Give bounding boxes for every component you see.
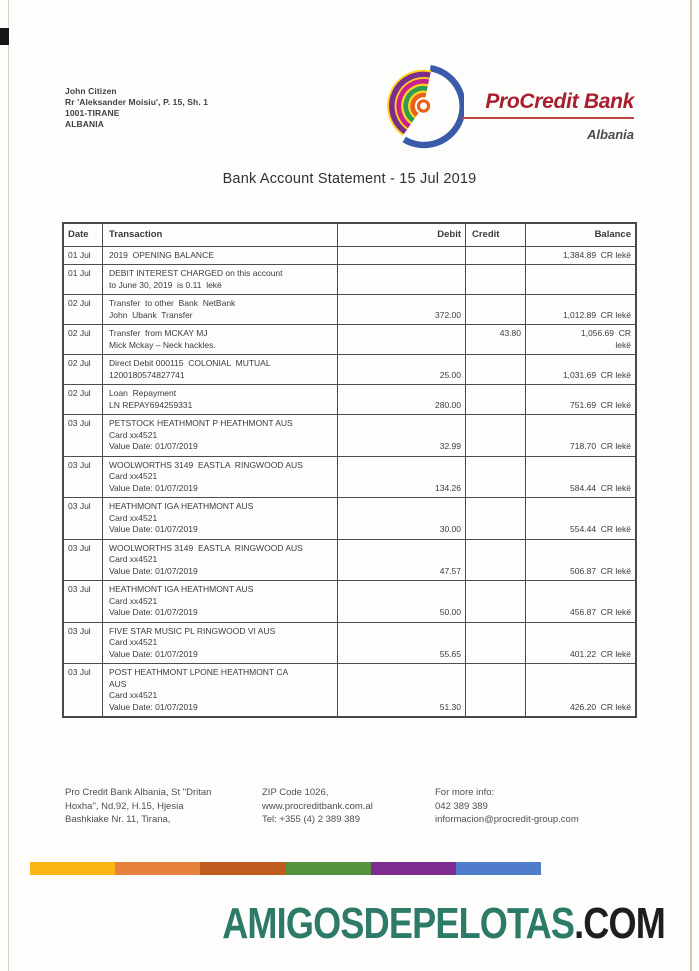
cell-line: 1,056.69 CR <box>580 328 631 338</box>
table-cell-date <box>64 385 102 414</box>
footer-address-line: Hoxha", Nd.92, H.15, Hjesia <box>65 800 184 812</box>
page-right-edge <box>690 0 692 971</box>
table-cell-transaction <box>102 540 337 581</box>
cell-line: 02 Jul <box>68 328 91 338</box>
footer-email: informacion@procredit-group.com <box>435 814 579 825</box>
page-left-edge <box>8 0 9 971</box>
table-cell-debit <box>337 415 465 456</box>
watermark-tld: .COM <box>574 899 665 948</box>
color-bar-segment <box>200 862 285 875</box>
footer-contact <box>262 786 427 827</box>
table-row <box>64 580 635 622</box>
cell-line: 03 Jul <box>68 584 91 594</box>
cell-line: 50.00 <box>439 607 461 617</box>
table-cell-date <box>64 664 102 716</box>
table-cell-balance <box>525 325 635 354</box>
table-cell-transaction <box>102 325 337 354</box>
statement-title: Bank Account Statement - 15 Jul 2019 <box>222 171 477 187</box>
cell-line: 02 Jul <box>68 388 91 398</box>
table-cell-transaction <box>102 498 337 539</box>
table-row <box>64 497 635 539</box>
cell-line: 506.87 CR lekë <box>570 565 631 576</box>
table-cell-debit <box>337 295 465 324</box>
recipient-address <box>65 86 208 130</box>
table-cell-date <box>64 415 102 456</box>
cell-line: 372.00 <box>435 309 461 320</box>
cell-line: Card xx4521 <box>109 429 158 440</box>
table-row <box>64 456 635 498</box>
table-cell-transaction <box>102 664 337 716</box>
cell-line: 401.22 CR lekë <box>570 648 631 659</box>
table-cell-credit <box>465 325 525 354</box>
header-transaction: Transaction <box>102 224 337 246</box>
cell-line: 55.65 <box>439 648 461 659</box>
recipient-country: ALBANIA <box>65 119 104 129</box>
cell-line: 134.26 <box>435 482 461 493</box>
cell-line: 47.57 <box>439 565 461 576</box>
cell-line: Card xx4521 <box>109 637 158 647</box>
cell-line: Card xx4521 <box>109 554 158 564</box>
cell-line: POST HEATHMONT LPONE HEATHMONT CA <box>109 667 289 677</box>
table-cell-credit <box>465 295 525 324</box>
footer-address-line: Bashkiake Nr. 11, Tirana, <box>65 814 171 825</box>
scan-notch <box>0 28 9 45</box>
watermark <box>222 899 665 949</box>
bank-logo <box>372 56 636 158</box>
cell-line: 01 Jul <box>68 249 91 260</box>
recipient-city: 1001-TIRANE <box>65 108 120 118</box>
table-cell-date <box>64 623 102 664</box>
cell-line: Value Date: 01/07/2019 <box>109 701 198 712</box>
table-cell-balance <box>525 295 635 324</box>
cell-line: Value Date: 01/07/2019 <box>109 524 198 534</box>
cell-line: 2019 OPENING BALANCE <box>109 249 214 260</box>
table-cell-credit <box>465 355 525 384</box>
table-cell-transaction <box>102 295 337 324</box>
table-cell-balance <box>525 664 635 716</box>
table-row <box>64 622 635 664</box>
table-cell-balance <box>525 385 635 414</box>
table-cell-transaction <box>102 265 337 294</box>
table-cell-balance <box>525 247 635 265</box>
header-balance: Balance <box>525 224 635 246</box>
footer-info-label: For more info: <box>435 787 495 798</box>
cell-line: Direct Debit 000115 COLONIAL MUTUAL <box>109 358 271 368</box>
table-cell-date <box>64 540 102 581</box>
cell-line: 584.44 CR lekë <box>570 482 631 493</box>
cell-line: 554.44 CR lekë <box>570 524 631 534</box>
footer-info-phone: 042 389 389 <box>435 800 488 812</box>
cell-line: 03 Jul <box>68 459 91 470</box>
table-cell-debit <box>337 355 465 384</box>
cell-line: 1,384.89 CR lekë <box>562 249 631 260</box>
header-date: Date <box>68 229 89 240</box>
table-row <box>64 663 635 716</box>
table-cell-date <box>64 265 102 294</box>
brand-underline <box>462 117 634 119</box>
cell-line: to June 30, 2019 is 0.11 lekë <box>109 279 222 290</box>
cell-line: Card xx4521 <box>109 471 158 481</box>
table-cell-transaction <box>102 623 337 664</box>
cell-line: PETSTOCK HEATHMONT P HEATHMONT AUS <box>109 418 293 428</box>
table-cell-debit <box>337 623 465 664</box>
footer-phone: Tel: +355 (4) 2 389 389 <box>262 814 360 825</box>
cell-line: 03 Jul <box>68 418 91 428</box>
color-bar-segment <box>371 862 456 875</box>
cell-line: 751.69 CR lekë <box>570 399 631 410</box>
color-bar-segment <box>115 862 200 875</box>
cell-line: 456.87 CR lekë <box>570 607 631 617</box>
table-row <box>64 354 635 384</box>
table-cell-credit <box>465 415 525 456</box>
color-bar-segment <box>30 862 115 875</box>
cell-line: 02 Jul <box>68 358 91 368</box>
table-cell-debit <box>337 457 465 498</box>
cell-line: Value Date: 01/07/2019 <box>109 565 198 576</box>
header-debit: Debit <box>337 224 465 246</box>
cell-line: Transfer to other Bank NetBank <box>109 298 236 308</box>
table-cell-credit <box>465 664 525 716</box>
table-cell-credit <box>465 498 525 539</box>
table-cell-balance <box>525 540 635 581</box>
table-cell-date <box>64 247 102 265</box>
cell-line: 01 Jul <box>68 268 91 278</box>
cell-line: 51.30 <box>439 701 461 712</box>
brand-name: ProCredit Bank <box>485 90 634 113</box>
cell-line: Value Date: 01/07/2019 <box>109 607 198 617</box>
table-cell-transaction <box>102 457 337 498</box>
cell-line: HEATHMONT IGA HEATHMONT AUS <box>109 501 254 511</box>
table-cell-credit <box>465 623 525 664</box>
cell-line: Card xx4521 <box>109 690 158 700</box>
table-row <box>64 414 635 456</box>
cell-line: John Ubank Transfer <box>109 309 193 320</box>
table-cell-balance <box>525 498 635 539</box>
table-cell-debit <box>337 664 465 716</box>
cell-line: WOOLWORTHS 3149 EASTLA RINGWOOD AUS <box>109 542 303 553</box>
footer-zip: ZIP Code 1026, <box>262 787 329 798</box>
cell-line: LN REPAY694259331 <box>109 399 193 410</box>
table-row <box>64 539 635 581</box>
watermark-name: AMIGOSDEPELOTAS <box>222 899 575 948</box>
table-cell-balance <box>525 623 635 664</box>
footer-website: www.procreditbank.com.al <box>262 800 373 812</box>
brand-region: Albania <box>587 127 634 142</box>
cell-line: 32.99 <box>439 441 461 451</box>
table-cell-credit <box>465 247 525 265</box>
table-body <box>64 247 635 717</box>
cell-line: Transfer from MCKAY MJ <box>109 328 208 338</box>
table-cell-balance <box>525 457 635 498</box>
recipient-street: Rr 'Aleksander Moisiu', P. 15, Sh. 1 <box>65 97 209 107</box>
cell-line: 02 Jul <box>68 298 91 308</box>
cell-line: 1200180574827741 <box>109 369 185 380</box>
cell-line: AUS <box>109 678 127 689</box>
table-cell-debit <box>337 247 465 265</box>
table-cell-date <box>64 355 102 384</box>
table-cell-balance <box>525 355 635 384</box>
table-cell-debit <box>337 498 465 539</box>
cell-line: 03 Jul <box>68 667 91 677</box>
table-cell-debit <box>337 540 465 581</box>
cell-line: 30.00 <box>439 524 461 534</box>
cell-line: Value Date: 01/07/2019 <box>109 441 198 451</box>
cell-line: Mick Mckay – Neck hackles. <box>109 339 216 350</box>
color-bar-segment <box>456 862 541 875</box>
table-cell-date <box>64 498 102 539</box>
cell-line: Value Date: 01/07/2019 <box>109 482 198 493</box>
table-cell-date <box>64 581 102 622</box>
cell-line: Card xx4521 <box>109 512 158 523</box>
cell-line: Value Date: 01/07/2019 <box>109 648 198 659</box>
cell-line: 426.20 CR lekë <box>570 701 631 712</box>
table-cell-date <box>64 325 102 354</box>
table-cell-transaction <box>102 247 337 265</box>
cell-line: 1,012.89 CR lekë <box>562 309 631 320</box>
table-cell-debit <box>337 265 465 294</box>
cell-line: 03 Jul <box>68 625 91 636</box>
table-cell-debit <box>337 325 465 354</box>
table-cell-date <box>64 295 102 324</box>
cell-line: 03 Jul <box>68 542 91 553</box>
table-header-row <box>64 224 635 247</box>
table-cell-credit <box>465 385 525 414</box>
cell-line: DEBIT INTEREST CHARGED on this account <box>109 268 283 278</box>
cell-line: WOOLWORTHS 3149 EASTLA RINGWOOD AUS <box>109 459 303 470</box>
cell-line: Loan Repayment <box>109 388 177 398</box>
table-row <box>64 247 635 265</box>
cell-line: 03 Jul <box>68 501 91 511</box>
footer-address-line: Pro Credit Bank Albania, St "Dritan <box>65 787 212 798</box>
table-cell-balance <box>525 415 635 456</box>
table-cell-credit <box>465 581 525 622</box>
table-cell-credit <box>465 265 525 294</box>
table-cell-credit <box>465 457 525 498</box>
table-cell-debit <box>337 385 465 414</box>
brand-color-bar <box>30 862 541 875</box>
cell-line: 280.00 <box>435 399 461 410</box>
recipient-name: John Citizen <box>65 86 117 96</box>
table-row <box>64 294 635 324</box>
cell-line: FIVE STAR MUSIC PL RINGWOOD VI AUS <box>109 625 276 636</box>
table-cell-date <box>64 457 102 498</box>
cell-line: Card xx4521 <box>109 595 158 606</box>
brand-text-block <box>462 90 634 142</box>
cell-line: lekë <box>615 339 631 350</box>
footer-more-info <box>435 786 665 827</box>
header-credit: Credit <box>465 224 525 246</box>
transactions-table <box>62 222 637 718</box>
table-cell-credit <box>465 540 525 581</box>
table-cell-transaction <box>102 355 337 384</box>
cell-line: HEATHMONT IGA HEATHMONT AUS <box>109 584 254 594</box>
cell-line: 25.00 <box>439 369 461 380</box>
table-cell-debit <box>337 581 465 622</box>
color-bar-segment <box>286 862 371 875</box>
table-row <box>64 264 635 294</box>
table-cell-transaction <box>102 581 337 622</box>
footer-address <box>65 786 255 827</box>
table-cell-balance <box>525 265 635 294</box>
cell-line: 1,031.69 CR lekë <box>562 369 631 380</box>
cell-line: 43.80 <box>499 328 521 338</box>
table-cell-balance <box>525 581 635 622</box>
cell-line: 718.70 CR lekë <box>570 441 631 451</box>
table-cell-transaction <box>102 415 337 456</box>
table-row <box>64 324 635 354</box>
table-row <box>64 384 635 414</box>
globe-icon <box>372 56 464 156</box>
table-cell-transaction <box>102 385 337 414</box>
